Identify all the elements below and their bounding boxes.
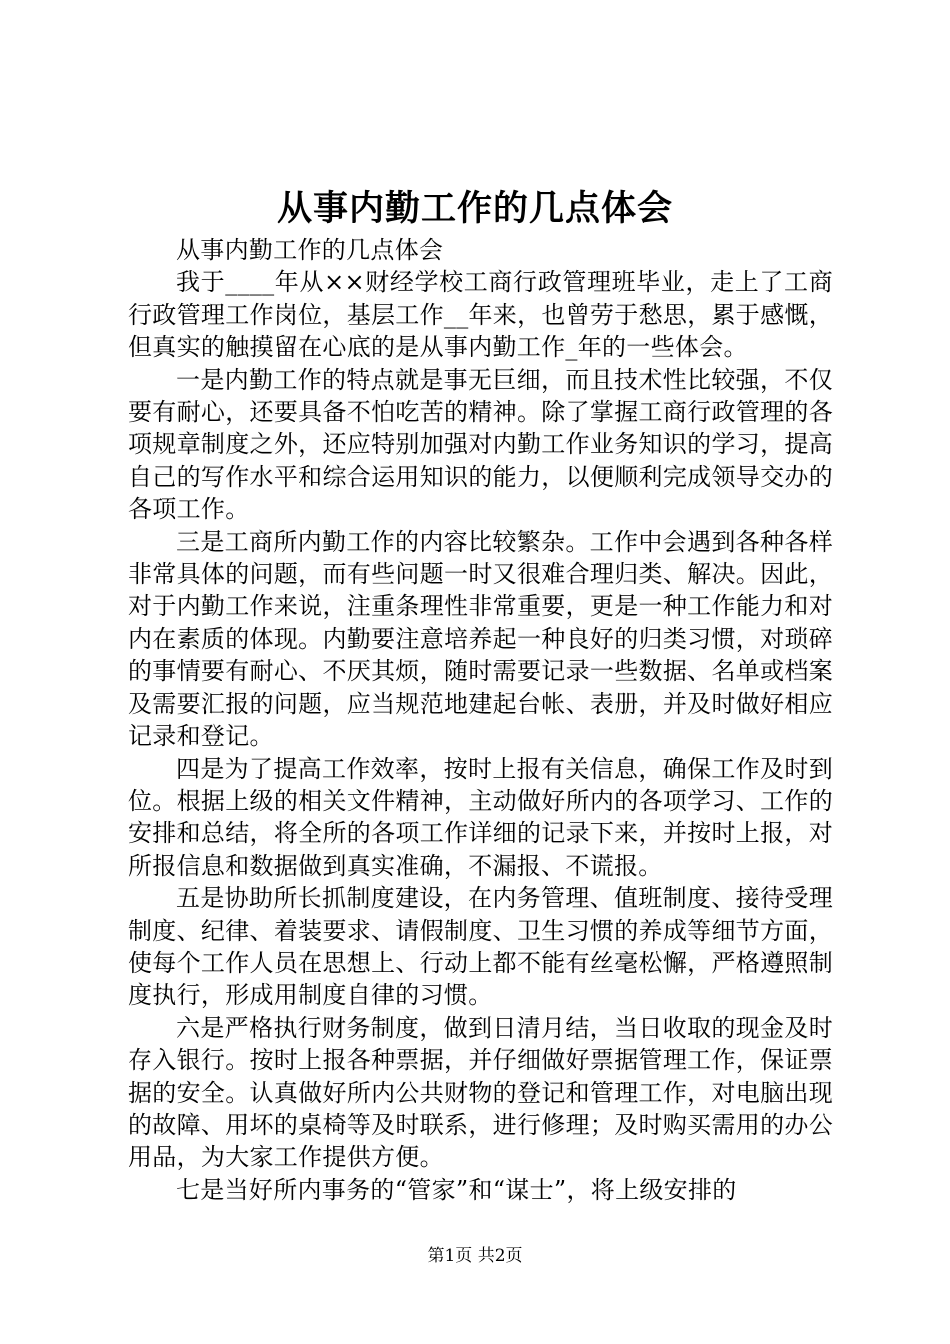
paragraph-point-4: 四是为了提高工作效率，按时上报有关信息，确保工作及时到位。根据上级的相关文件精神，主动做好所内的各项学习、工作的安排和总结，将全所的各项工作详细的记录下来，并按时上报，对所报信息和数据做到真实准确，不漏报、不谎报。 (128, 754, 833, 880)
paragraph-point-5: 五是协助所长抓制度建设，在内务管理、值班制度、接待受理制度、纪律、着装要求、请假制度、卫生习惯的养成等细节方面，使每个工作人员在思想上、行动上都不能有丝毫松懈，严格遵照制度执行，形成用制度自律的习惯。 (128, 884, 833, 1010)
paragraph-point-1: 一是内勤工作的特点就是事无巨细，而且技术性比较强，不仅要有耐心，还要具备不怕吃苦的精神。除了掌握工商行政管理的各项规章制度之外，还应特别加强对内勤工作业务知识的学习，提高自己的写作水平和综合运用知识的能力，以便顺利完成领导交办的各项工作。 (128, 365, 833, 524)
paragraph-point-3: 三是工商所内勤工作的内容比较繁杂。工作中会遇到各种各样非常具体的问题，而有些问题一时又很难合理归类、解决。因此，对于内勤工作来说，注重条理性非常重要，更是一种工作能力和对内在素质的体现。内勤要注意培养起一种良好的归类习惯，对琐碎的事情要有耐心、不厌其烦，随时需要记录一些数据、名单或档案及需要汇报的问题，应当规范地建起台帐、表册，并及时做好相应记录和登记。 (128, 527, 833, 751)
paragraph-subtitle: 从事内勤工作的几点体会 (176, 236, 444, 264)
page-number-footer: 第1页 共2页 (427, 1246, 523, 1266)
document-title: 从事内勤工作的几点体会 (276, 188, 673, 229)
document-body (128, 234, 833, 1206)
paragraph-point-6: 六是严格执行财务制度，做到日清月结，当日收取的现金及时存入银行。按时上报各种票据，并仔细做好票据管理工作，保证票据的安全。认真做好所内公共财物的登记和管理工作，对电脑出现的故障、用坏的桌椅等及时联系，进行修理；及时购买需用的办公用品，为大家工作提供方便。 (128, 1013, 833, 1172)
paragraph-point-7: 七是当好所内事务的“管家”和“谋士”，将上级安排的 (176, 1175, 737, 1204)
paragraph-intro: 我于____年从××财经学校工商行政管理班毕业，走上了工商行政管理工作岗位，基层工作__年来，也曾劳于愁思，累于感慨，但真实的触摸留在心底的是从事内勤工作_年的一些体会。 (128, 268, 833, 362)
